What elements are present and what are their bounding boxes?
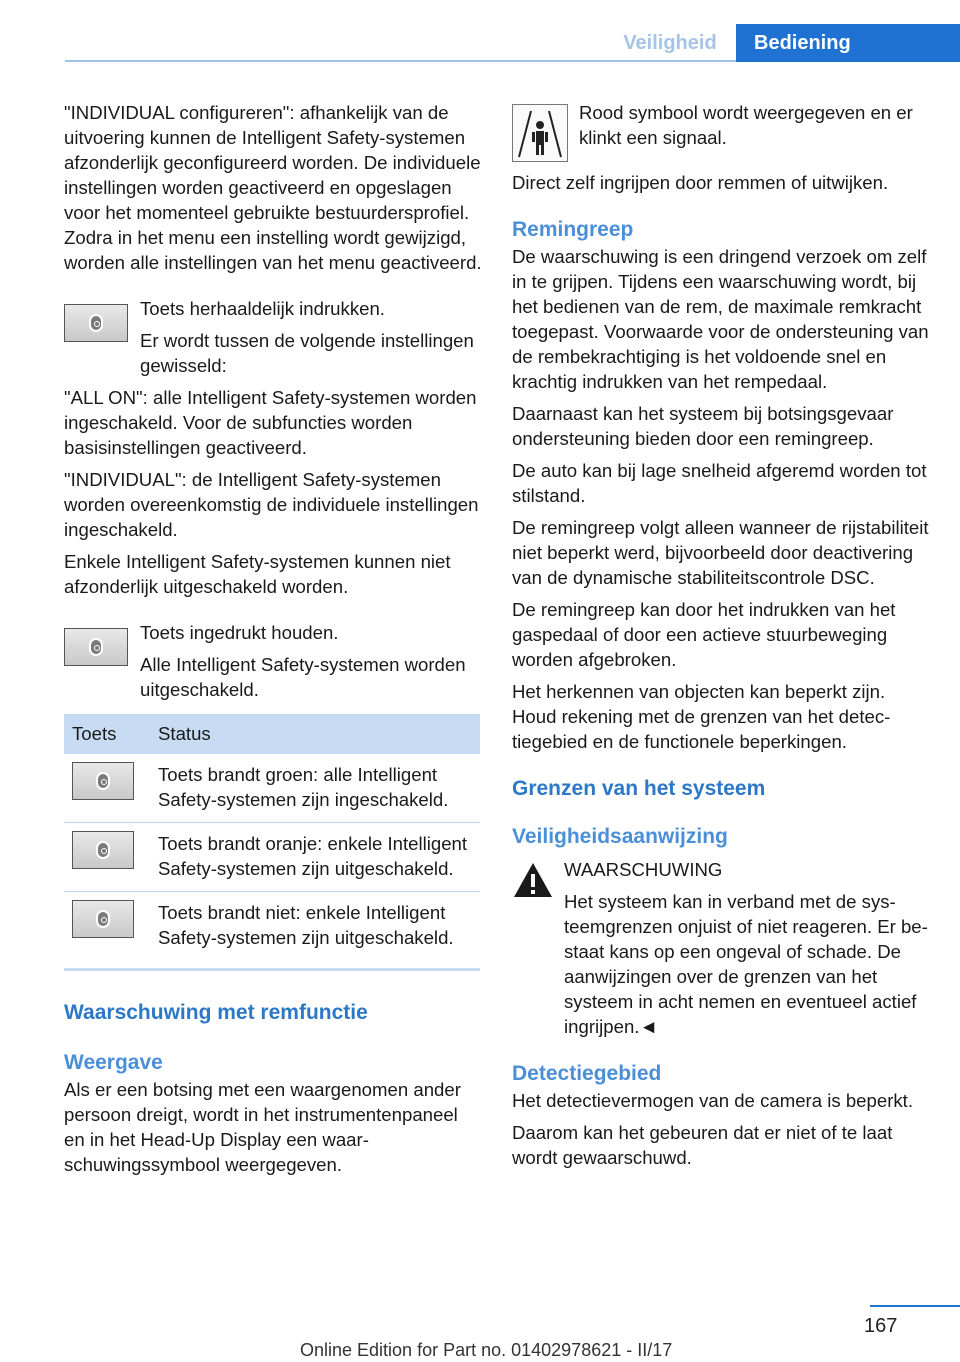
warning-text: Het systeem kan in verband met de systeemgrenzen onjuist of niet reageren. Er bestaat kans op een ongeval of schade. De aanwijzingen over de grenzen van het systeem in acht nemen en eventueel actief ingrijpen.◄ (564, 891, 928, 1037)
paragraph-individual-config: "INDIVIDUAL configureren": afhankelijk van de uitvoering kunnen de Intelligent Safety-systemen afzonderlijk geconfigureerd worden. De individuele instellingen worden geactiveerd en opgeslagen voor het momenteel gebruikte bestuurdersprofiel. Zodra in het menu een instelling wordt gewijzigd, worden alle instellingen van het menu geactiveerd. (64, 102, 482, 273)
paragraph-detectie-1: Het detectievermogen van de camera is beperkt. (512, 1090, 914, 1111)
table-header-status: Status (150, 714, 480, 754)
paragraph-detectie-2: Daarom kan het gebeuren dat er niet of te laat wordt gewaarschuwd. (512, 1122, 893, 1168)
paragraph-direct: Direct zelf ingrijpen door remmen of uitwijken. (512, 172, 889, 193)
paragraph-individual: "INDIVIDUAL": de Intelligent Safety-systemen worden overeenkomstig de individuele instellingen ingeschakeld. (64, 469, 479, 540)
paragraph-weergave: Als er een botsing met een waargenomen ander persoon dreigt, wordt in het instrumentenpaneel en in het Head-Up Display een waarschuwingssymbool weergegeven. (64, 1079, 461, 1175)
warning-title: WAARSCHUWING (564, 859, 723, 880)
rood-symbool-text: Rood symbool wordt weergegeven en er klinkt een signaal. (579, 102, 913, 148)
right-column (512, 100, 932, 1177)
heading-waarschuwing: Waarschuwing met remfunctie (64, 1001, 368, 1024)
paragraph-remingreep-6: Het herkennen van objecten kan beperkt zijn. Houd rekening met de grenzen van het detectiegebied en de functionele beperkingen. (512, 681, 891, 752)
warning-block (512, 857, 932, 1039)
heading-detectiegebied: Detectiegebied (512, 1062, 662, 1085)
safety-button-icon (64, 304, 128, 342)
page-number: 167 (864, 1315, 898, 1337)
paragraph-remingreep-1: De waarschuwing is een dringend verzoek om zelf in te grijpen. Tijdens een waarschuwing wordt, bij het bedienen van de rem, de maximale remkracht toegepast. Voorwaarde voor de ondersteuning van de rembekrachtiging is het voldoende snel en krachtig indrukken van het rempedaal. (512, 246, 929, 392)
table-row (64, 823, 480, 892)
safety-button-icon (72, 762, 134, 800)
step-text: Toets ingedrukt houden. (140, 622, 339, 643)
table-row (64, 892, 480, 961)
status-table (64, 714, 480, 960)
table-cell-status: Toets brandt oranje: enkele Intelligent Safety-systemen zijn uitgeschakeld. (150, 823, 480, 892)
safety-button-icon (64, 628, 128, 666)
table-cell-status: Toets brandt groen: alle Intelligent Safety-systemen zijn ingeschakeld. (150, 754, 480, 823)
step-text: Er wordt tussen de volgende instellingen gewisseld: (140, 330, 474, 376)
warning-triangle-icon (512, 861, 554, 899)
footer-rule (870, 1305, 960, 1307)
step-hold (64, 620, 482, 702)
table-cell-status: Toets brandt niet: enkele Intelligent Safety-systemen zijn uitgeschakeld. (158, 902, 454, 948)
heading-grenzen: Grenzen van het systeem (512, 777, 766, 800)
table-row (64, 754, 480, 823)
paragraph-remingreep-5: De remingreep kan door het indrukken van het gaspedaal of door een actieve stuurbeweging worden afgebroken. (512, 599, 896, 670)
step-text: Toets herhaaldelijk indrukken. (140, 298, 385, 319)
table-divider (64, 968, 480, 971)
heading-remingreep: Remingreep (512, 218, 634, 241)
paragraph-enkele: Enkele Intelligent Safety-systemen kunnen niet afzonderlijk uitgeschakeld worden. (64, 551, 451, 597)
step-text: Alle Intelligent Safety-systemen worden uitgeschakeld. (140, 654, 466, 700)
left-column (64, 100, 482, 1184)
tab-bediening[interactable]: Bediening (736, 24, 960, 62)
footer-edition: Online Edition for Part no. 01402978621 - II/17 (300, 1340, 673, 1360)
paragraph-all-on: "ALL ON": alle Intelligent Safety-systemen worden ingeschakeld. Voor de subfuncties worden basisinstellingen geactiveerd. (64, 387, 477, 458)
pedestrian-warning-block (512, 100, 932, 170)
safety-button-icon (72, 900, 134, 938)
paragraph-remingreep-3: De auto kan bij lage snelheid afgeremd worden tot stilstand. (512, 460, 927, 506)
heading-weergave: Weergave (64, 1051, 163, 1074)
paragraph-remingreep-4: De remingreep volgt alleen wanneer de rijstabiliteit niet beperkt werd, bijvoorbeeld door deactivering van de dynamische stabiliteitscontrole DSC. (512, 517, 929, 588)
pedestrian-warning-icon (512, 104, 568, 162)
heading-veiligheidsaanwijzing: Veiligheidsaanwijzing (512, 825, 728, 848)
table-header-toets: Toets (64, 714, 150, 754)
safety-button-icon (72, 831, 134, 869)
paragraph-remingreep-2: Daarnaast kan het systeem bij botsingsgevaar ondersteuning bieden door een remingreep. (512, 403, 894, 449)
tab-veiligheid[interactable]: Veiligheid (623, 32, 717, 54)
step-press-repeatedly (64, 296, 482, 378)
